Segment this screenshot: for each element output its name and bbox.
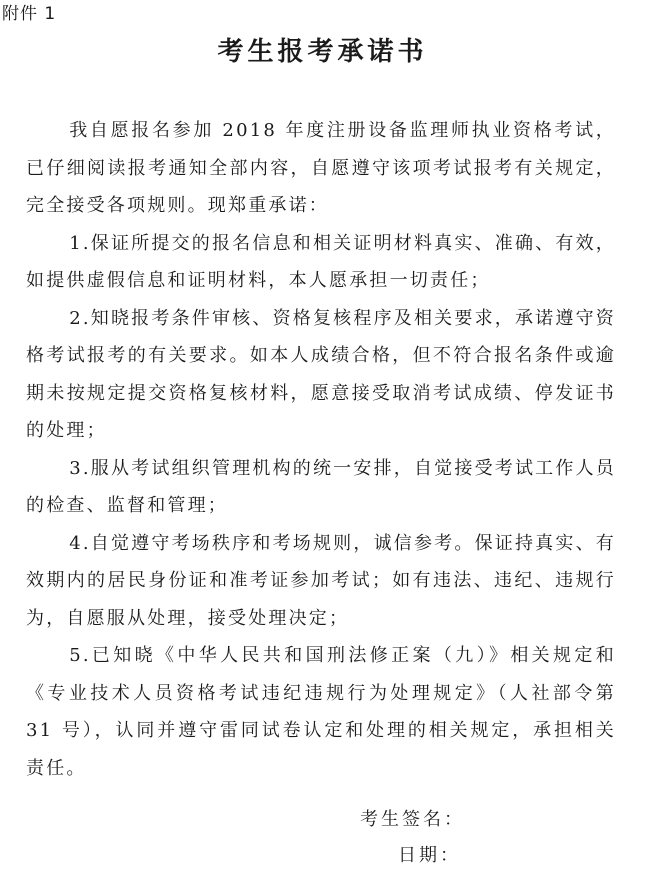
commitment-item-5: 5.已知晓《中华人民共和国刑法修正案（九）》相关规定和《专业技术人员资格考试违纪违规行为处理规定》（人社部令第 31 号），认同并遵守雷同试卷认定和处理的相关规定，承担相关责任。 xyxy=(26,645,616,779)
commitment-item-1: 1.保证所提交的报名信息和相关证明材料真实、准确、有效，如提供虚假信息和证明材料，本人愿承担一切责任； xyxy=(26,232,616,291)
commitment-item-2: 2.知晓报考条件审核、资格复核程序及相关要求，承诺遵守资格考试报考的有关要求。如本人成绩合格，但不符合报名条件或逾期未按规定提交资格复核材料，愿意接受取消考试成绩、停发证书的处理； xyxy=(26,307,616,441)
attachment-label: 附件 1 xyxy=(2,4,57,24)
signature-date-label: 日期： xyxy=(398,845,461,866)
signature-name-label: 考生签名： xyxy=(360,809,465,830)
document-body xyxy=(26,112,616,787)
commitment-item-3: 3.服从考试组织管理机构的统一安排，自觉接受考试工作人员的检查、监督和管理； xyxy=(26,457,616,516)
commitment-item-4: 4.自觉遵守考场秩序和考场规则，诚信参考。保证持真实、有效期内的居民身份证和准考证参加考试；如有违法、违纪、违规行为，自愿服从处理，接受处理决定； xyxy=(26,532,616,629)
document-title: 考生报考承诺书 xyxy=(217,37,428,67)
intro-paragraph: 我自愿报名参加 2018 年度注册设备监理师执业资格考试，已仔细阅读报考通知全部内容，自愿遵守该项考试报考有关规定，完全接受各项规则。现郑重承诺： xyxy=(26,120,616,216)
